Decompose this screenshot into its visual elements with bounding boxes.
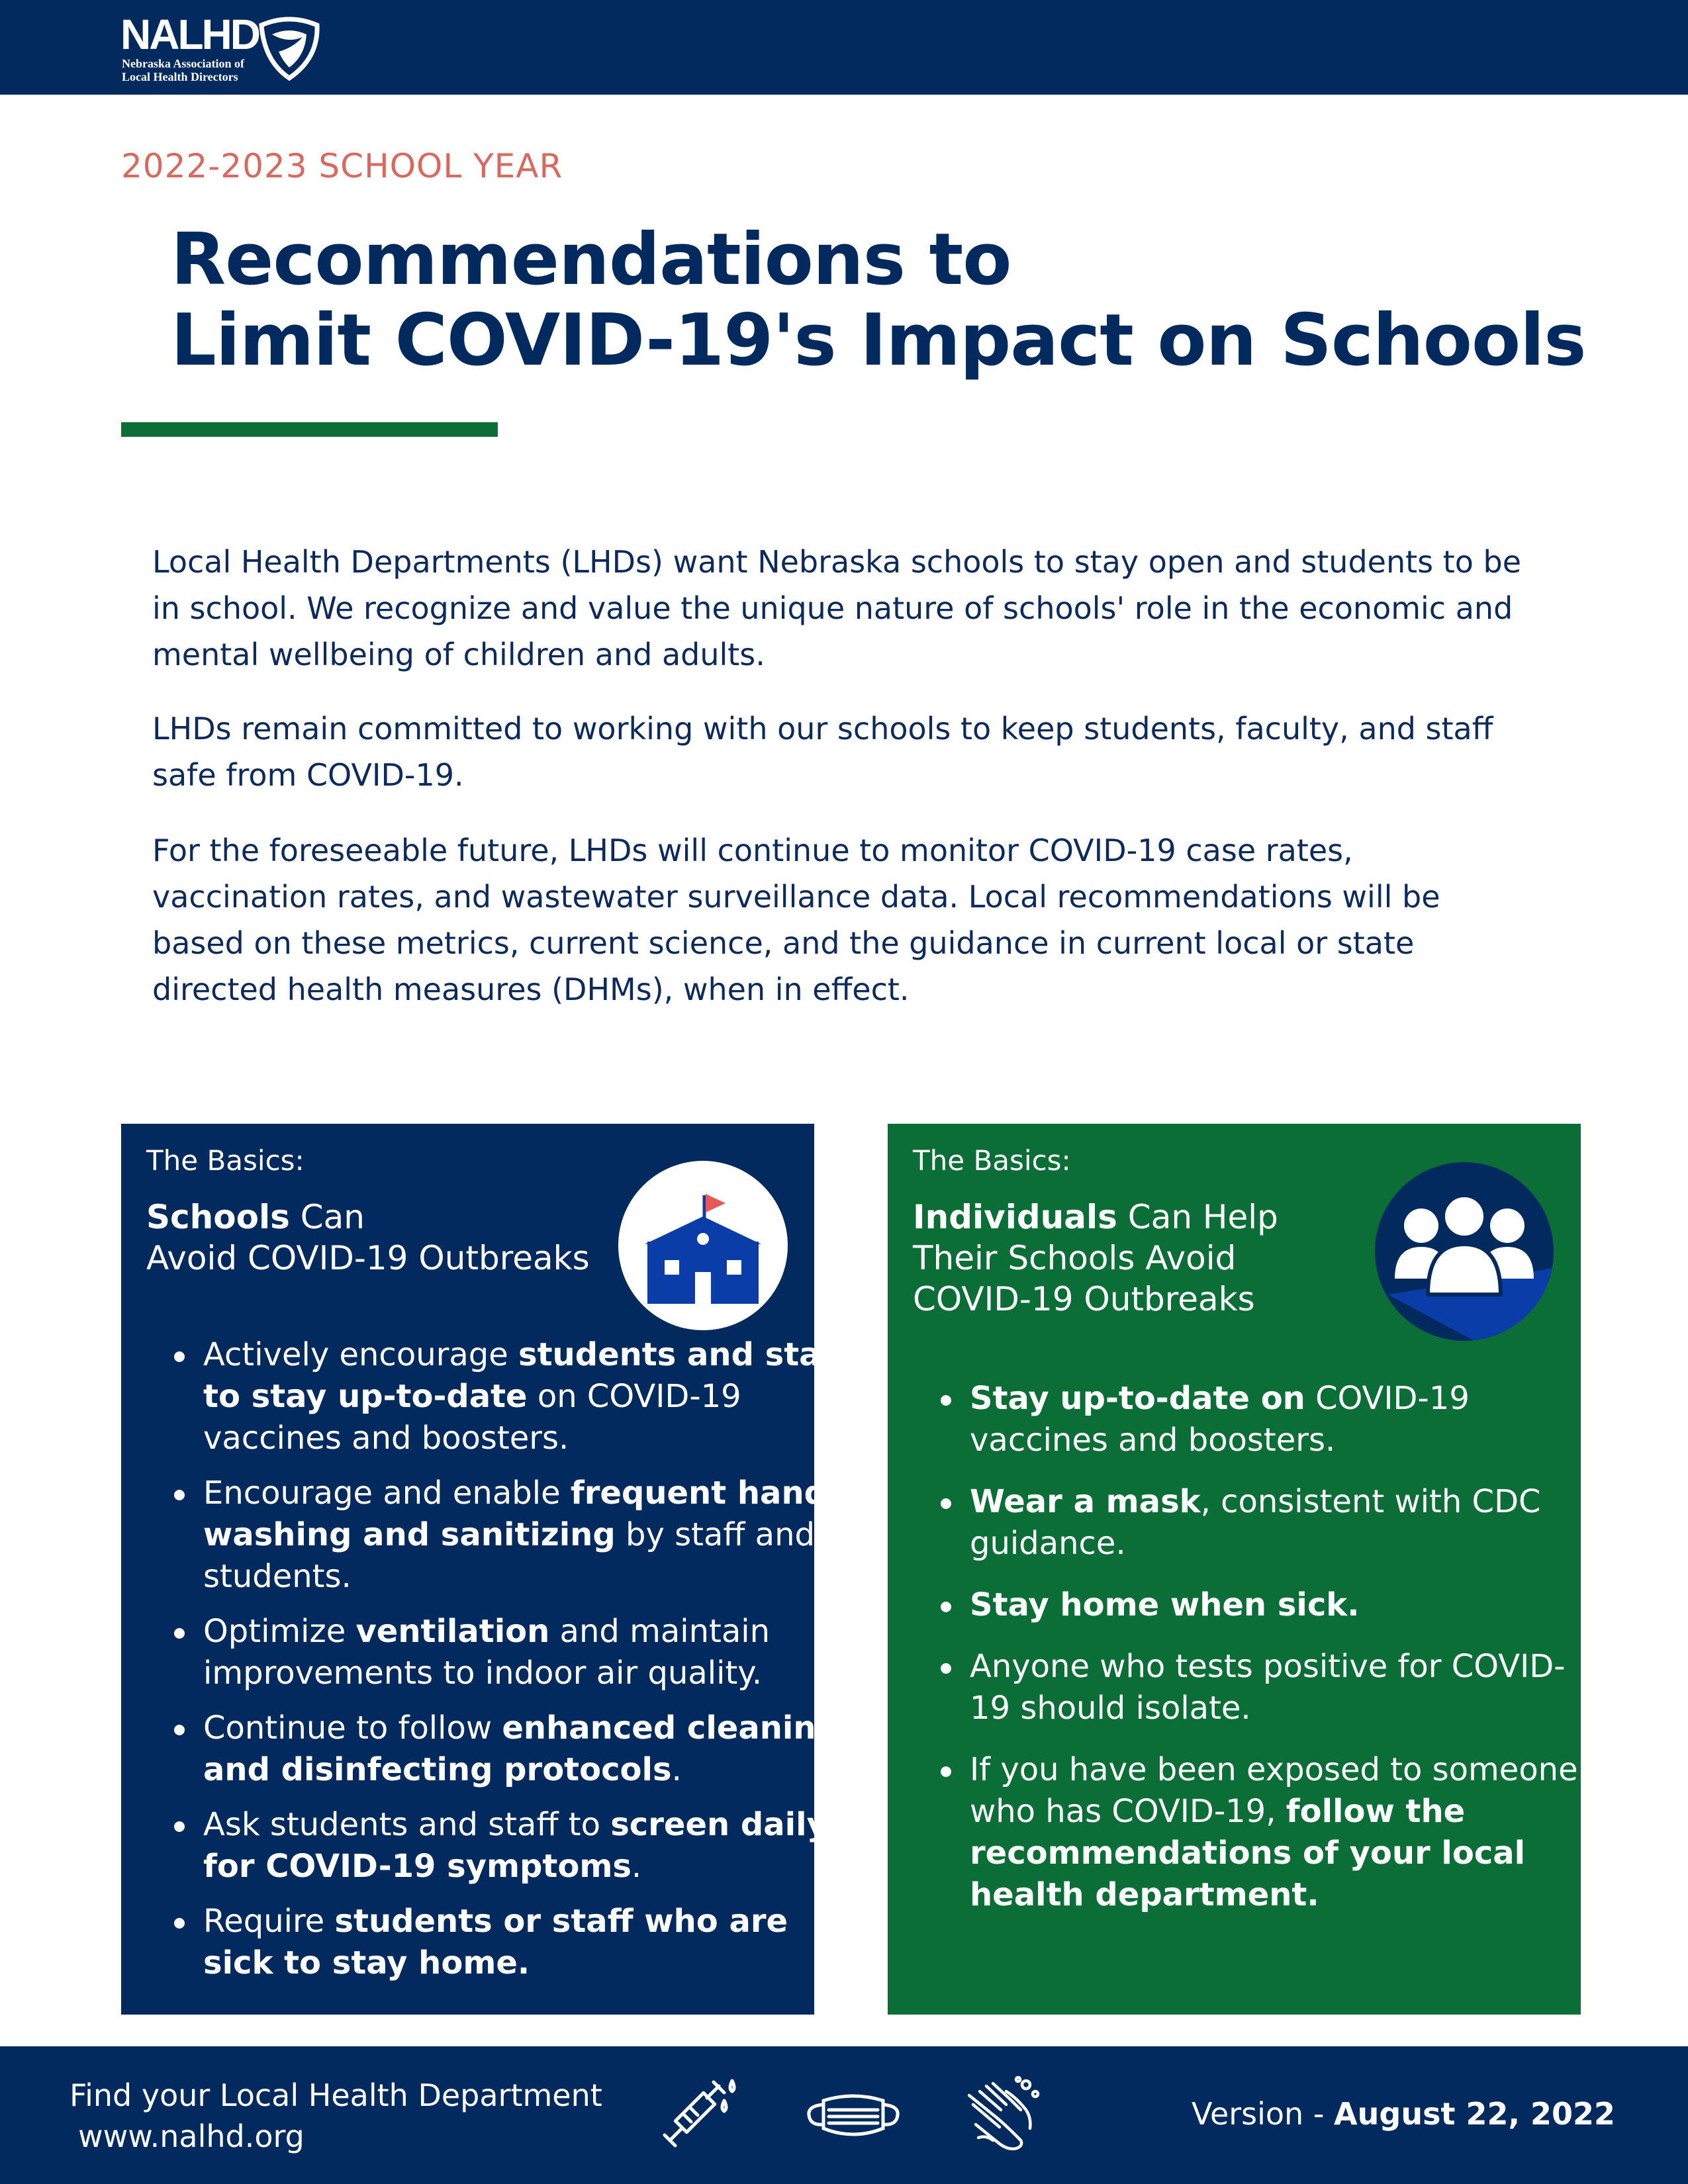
list-item	[148, 1611, 846, 1694]
hand-washing-icon	[960, 2071, 1046, 2158]
intro-line: based on these metrics, current science, and the guidance in current local or state	[152, 925, 1415, 961]
panel-kicker: The Basics:	[913, 1144, 1071, 1177]
footer-website-link[interactable]: www.nalhd.org	[78, 2118, 305, 2154]
school-building-icon	[618, 1161, 788, 1330]
item-emphasis: follow the	[1286, 1793, 1466, 1830]
item-emphasis: Wear a mask	[970, 1483, 1201, 1520]
version-prefix: Version -	[1192, 2096, 1335, 2132]
shield-icon	[256, 15, 322, 81]
item-emphasis: recommendations of your local	[970, 1835, 1526, 1872]
heading-line2: Their Schools Avoid	[913, 1239, 1237, 1277]
face-mask-icon	[804, 2071, 903, 2158]
list-item	[148, 1473, 846, 1598]
list-item	[148, 1901, 846, 1984]
item-text: Require	[203, 1903, 335, 1940]
intro-line: directed health measures (DHMs), when in effect.	[152, 972, 910, 1007]
intro-line: safe from COVID-19.	[152, 757, 464, 793]
item-text: Actively encourage	[203, 1336, 519, 1373]
list-item	[914, 1646, 1578, 1729]
page-title-line1: Recommendations to	[171, 218, 1011, 301]
intro-line: vaccination rates, and wastewater surveillance data. Local recommendations will be	[152, 879, 1440, 915]
logo-subtitle-line2: Local Health Directors	[122, 70, 238, 83]
individuals-recommendations-list	[914, 1378, 1578, 1936]
intro-line: For the foreseeable future, LHDs will continue to monitor COVID-19 case rates,	[152, 833, 1353, 868]
item-text: 19 should isolate.	[970, 1690, 1251, 1727]
logo-subtitle-line1: Nebraska Association of	[122, 57, 245, 70]
item-text: COVID-19	[1305, 1380, 1470, 1417]
item-text: vaccines and boosters.	[970, 1422, 1336, 1459]
item-emphasis: to stay up-to-date	[203, 1378, 528, 1415]
item-emphasis: and disinfecting protocols	[203, 1751, 672, 1788]
panel-kicker: The Basics:	[146, 1144, 305, 1177]
intro-paragraph-1	[152, 539, 1556, 678]
item-text: Continue to follow	[203, 1709, 502, 1747]
intro-line: LHDs remain committed to working with our schools to keep students, faculty, and staff	[152, 711, 1493, 747]
item-text: .	[631, 1848, 642, 1885]
item-text: who has COVID-19,	[970, 1793, 1286, 1830]
school-year-label: 2022-2023 SCHOOL YEAR	[121, 147, 563, 185]
item-emphasis: frequent hand	[570, 1475, 827, 1512]
page-title-line2: Limit COVID-19's Impact on Schools	[171, 299, 1586, 382]
intro-line: in school. We recognize and value the unique nature of schools' role in the economic and	[152, 590, 1513, 626]
heading-line3: COVID-19 Outbreaks	[913, 1280, 1255, 1318]
item-emphasis: sick to stay home.	[203, 1944, 530, 1981]
item-emphasis: enhanced cleaning	[502, 1709, 839, 1747]
item-emphasis: students and staff	[518, 1336, 847, 1373]
panel-heading	[146, 1197, 590, 1279]
list-item	[914, 1749, 1578, 1916]
item-emphasis: health department.	[970, 1876, 1319, 1913]
item-emphasis: Stay up-to-date on	[970, 1380, 1305, 1417]
heading-rest: Can	[289, 1198, 365, 1236]
schools-panel	[121, 1124, 847, 2015]
item-text: vaccines and boosters.	[203, 1420, 569, 1457]
item-text: , consistent with CDC	[1200, 1483, 1541, 1520]
item-emphasis: for COVID-19 symptoms	[203, 1848, 632, 1885]
heading-bold: Schools	[146, 1198, 290, 1236]
item-emphasis: students or staff who are	[334, 1903, 788, 1940]
intro-line: Local Health Departments (LHDs) want Nebraska schools to stay open and students to be	[152, 544, 1522, 580]
footer-find-lhd-text: Find your Local Health Department	[70, 2077, 602, 2113]
page-title	[171, 220, 1627, 381]
intro-paragraph-3	[152, 827, 1556, 1013]
item-text: Anyone who tests positive for COVID-	[970, 1648, 1566, 1685]
schools-recommendations-list	[148, 1334, 846, 1997]
title-underline	[121, 422, 498, 437]
item-text: students.	[203, 1558, 352, 1595]
heading-rest: Can Help	[1117, 1198, 1278, 1236]
nalhd-logo[interactable]	[120, 12, 346, 85]
list-item	[148, 1334, 846, 1459]
intro-paragraph-2	[152, 705, 1556, 798]
people-group-icon	[1375, 1162, 1554, 1341]
version-label	[1192, 2094, 1615, 2134]
logo-wordmark: NALHD	[120, 11, 259, 58]
item-text: Encourage and enable	[203, 1475, 571, 1512]
item-text: If you have been exposed to someone	[970, 1751, 1578, 1788]
item-emphasis: ventilation	[355, 1613, 550, 1650]
header-bar	[0, 0, 1688, 95]
list-item	[914, 1481, 1578, 1565]
item-text: Ask students and staff to	[203, 1806, 611, 1843]
item-text: on COVID-19	[527, 1378, 741, 1415]
item-text: and maintain	[549, 1613, 771, 1650]
list-item	[914, 1378, 1578, 1461]
list-item	[914, 1584, 1578, 1626]
intro-line: mental wellbeing of children and adults.	[152, 637, 765, 672]
item-emphasis: screen daily	[610, 1806, 827, 1843]
footer-bar	[0, 2046, 1688, 2184]
heading-bold: Individuals	[913, 1198, 1117, 1236]
item-text: by staff and	[615, 1516, 815, 1553]
version-date: August 22, 2022	[1334, 2096, 1615, 2132]
heading-line2: Avoid COVID-19 Outbreaks	[146, 1239, 590, 1277]
item-emphasis: Stay home when sick.	[970, 1586, 1360, 1623]
individuals-panel	[888, 1124, 1581, 2015]
item-text: guidance.	[970, 1525, 1126, 1562]
syringe-icon	[655, 2071, 748, 2158]
item-text: Optimize	[203, 1613, 356, 1650]
item-text: improvements to indoor air quality.	[203, 1655, 763, 1692]
item-text: .	[671, 1751, 682, 1788]
list-item	[148, 1707, 846, 1791]
panel-heading	[913, 1197, 1278, 1320]
item-emphasis: washing and sanitizing	[203, 1516, 616, 1553]
list-item	[148, 1804, 846, 1888]
